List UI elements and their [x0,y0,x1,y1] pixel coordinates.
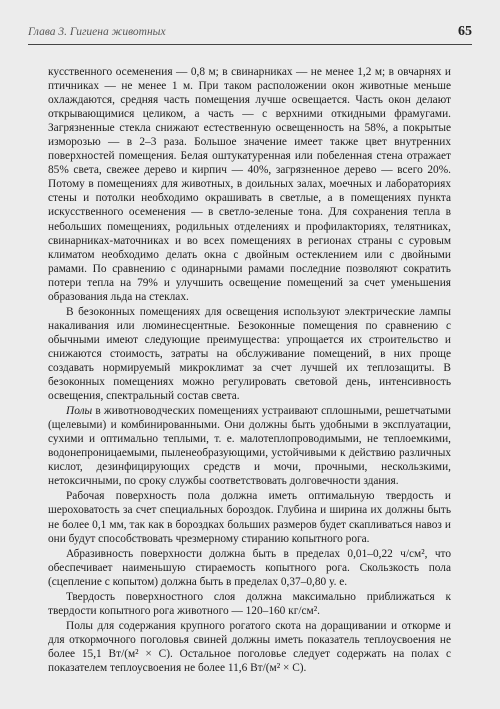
paragraph-heat-absorption [48,619,451,675]
body-text [48,65,451,675]
paragraph-text: кусственного осеменения — 0,8 м; в свинарниках — не менее 1,2 м; в овчарнях и птичниках — не менее 1 м. При таком расположении окон животные меньше охлаждаются, средняя часть помещения лучше освещается. Часть окон делают открывающимися целиком, а часть — с верхними откидными фрамугами. Загрязненные стекла снижают естественную освещенность на 58%, а покрытые изморозью — в 2–3 раза. Большое значение имеет также цвет внутренних поверхностей помещения. Белая оштукатуренная или побеленная стена отражает 85% света, свежее дерево и кирпич — 40%, загрязненное дерево — всего 20%. Потому в помещениях для животных, в доильных залах, моечных и лабораториях стены и потолки необходимо окрашивать в светлые, а в помещениях пункта искусственного осеменения — в светло-зеленые тона. Для сохранения тепла в небольших помещениях, родильных отделениях и профилакториях, телятниках, свинарниках-маточниках и во всех помещениях в регионах страны с суровым климатом необходимо делать окна с двойным остеклением или с двойными рамами. По сравнению с одинарными рамами последние позволяют сократить потери тепла на 79% и улучшить освещение помещений за счет уменьшения образования льда на стеклах. [48,66,451,303]
paragraph-floors [48,404,451,488]
paragraph-text: Твердость поверхностного слоя должна максимально приближаться к твердости копытного рога животного — 120–160 кг/см². [48,590,451,617]
paragraph-lead-term: Полы [66,405,93,418]
paragraph-text: Рабочая поверхность пола должна иметь оптимальную твердость и шероховатость за счет специальных бороздок. Глубина и ширина их должны быть не более 0,1 мм, так как в бороздках больших размеров будет скапливаться навоз и они будут способствовать чрезмерному стиранию копытного рога. [48,490,451,545]
paragraph-abrasiveness [48,547,451,589]
paragraph-text: В безоконных помещениях для освещения используют электрические лампы накаливания или люминесцентные. Безоконные помещения по сравнению с обычными имеют следующие преимущества: упрощается их строительство и снижаются стоимость, затраты на обслуживание помещений, в них проще создавать нормируемый микроклимат за счет лучшей их теплозащиты. В безоконных помещениях можно регулировать световой день, интенсивность освещения, спектральный состав света. [48,305,451,403]
paragraph-surface [48,489,451,545]
page-number: 65 [458,24,472,39]
paragraph-windows [48,65,451,304]
paragraph-windowless [48,305,451,403]
paragraph-text: Абразивность поверхности должна быть в пределах 0,01–0,22 ч/см², что обеспечивает наименьшую стираемость копытного рога. Скользкость пола (сцепление с копытом) должна быть в пределах 0,37–0,80 у. е. [48,547,451,588]
paragraph-text: Полы для содержания крупного рогатого скота на доращивании и откорме и для откормочного поголовья свиней должны иметь показатель теплоусвоения не более 15,1 Вт/(м² × С). Остальное поголовье следует содержать на полах с показателем теплоусвоения не более 11,6 Вт/(м² × С). [48,619,451,674]
running-header [28,26,472,45]
paragraph-text: в животноводческих помещениях устраивают сплошными, решетчатыми (щелевыми) и комбинированными. Они должны быть удобными в эксплуатации, сухими и оптимально теплыми, т. е. малотеплопроводимыми, не теплоемкими, водонепроницаемыми, пыленеобразующими, устойчивыми к действию различных кислот, дезинфицирующих средств и мочи, прочными, нескользкими, нетоксичными, по сроку службы соответствовать долговечности здания. [48,405,451,488]
chapter-title: Глава 3. Гигиена животных [28,26,166,38]
paragraph-hardness [48,590,451,618]
